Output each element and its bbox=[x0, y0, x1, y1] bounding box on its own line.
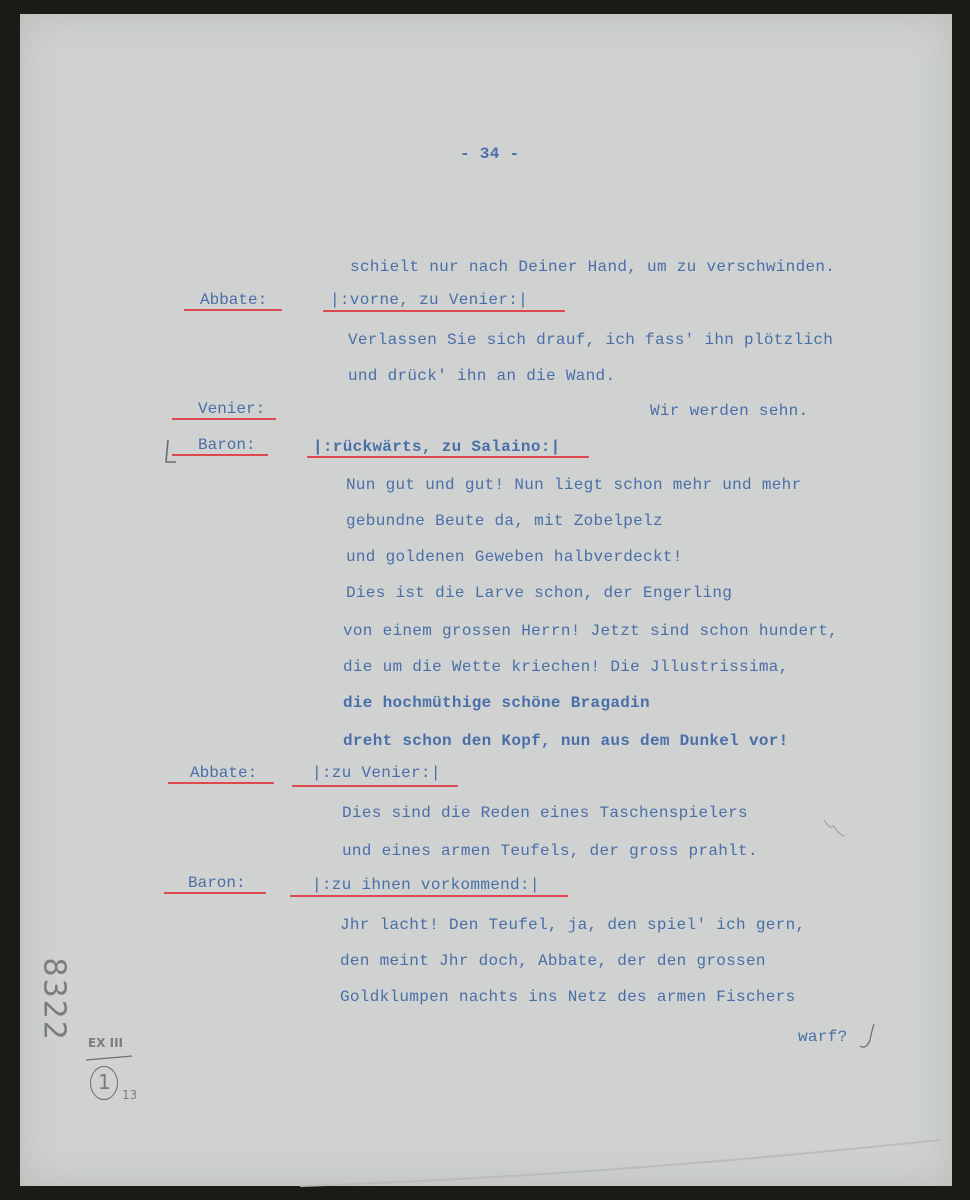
text-line: von einem grossen Herrn! Jetzt sind schon hundert, bbox=[343, 622, 839, 640]
direction-underline bbox=[290, 895, 568, 897]
stage-direction: |:rückwärts, zu Salaino:| bbox=[313, 438, 561, 456]
pencil-check-mark bbox=[856, 1020, 880, 1054]
speaker-underline bbox=[172, 418, 276, 420]
text-line: dreht schon den Kopf, nun aus dem Dunkel vor! bbox=[343, 732, 789, 750]
stamp-code: EX III bbox=[88, 1036, 124, 1050]
speaker-underline bbox=[184, 309, 282, 311]
text-line: warf? bbox=[798, 1028, 848, 1046]
text-line: und drück' ihn an die Wand. bbox=[348, 367, 616, 385]
speaker-underline bbox=[168, 782, 274, 784]
page-number: - 34 - bbox=[460, 145, 520, 163]
speaker-name: Venier: bbox=[198, 400, 266, 418]
speaker-name: Abbate: bbox=[190, 764, 258, 782]
text-line: Jhr lacht! Den Teufel, ja, den spiel' ich gern, bbox=[340, 916, 806, 934]
text-line: Verlassen Sie sich drauf, ich fass' ihn plötzlich bbox=[348, 331, 834, 349]
margin-archive-number: 8322 bbox=[36, 957, 72, 1042]
text-line: die um die Wette kriechen! Die Jllustrissima, bbox=[343, 658, 789, 676]
pencil-check-mark bbox=[820, 812, 850, 842]
direction-underline bbox=[323, 310, 565, 312]
text-line: Wir werden sehn. bbox=[650, 402, 809, 420]
speaker-underline bbox=[164, 892, 266, 894]
text-line: Dies ist die Larve schon, der Engerling bbox=[346, 584, 733, 602]
stage-direction: |:vorne, zu Venier:| bbox=[330, 291, 529, 309]
stamp-underline bbox=[84, 1052, 144, 1066]
text-line: Nun gut und gut! Nun liegt schon mehr und mehr bbox=[346, 476, 802, 494]
pencil-bracket-mark bbox=[160, 436, 180, 468]
direction-underline bbox=[292, 785, 458, 787]
text-line: den meint Jhr doch, Abbate, der den grossen bbox=[340, 952, 766, 970]
stage-direction: |:zu Venier:| bbox=[312, 764, 441, 782]
speaker-underline bbox=[172, 454, 268, 456]
small-page-number: 13 bbox=[122, 1088, 138, 1102]
text-line: und goldenen Geweben halbverdeckt! bbox=[346, 548, 683, 566]
speaker-name: Baron: bbox=[198, 436, 256, 454]
text-line: Dies sind die Reden eines Taschenspielers bbox=[342, 804, 748, 822]
text-line: und eines armen Teufels, der gross prahlt. bbox=[342, 842, 758, 860]
text-line: schielt nur nach Deiner Hand, um zu verschwinden. bbox=[350, 258, 836, 276]
text-line: gebundne Beute da, mit Zobelpelz bbox=[346, 512, 663, 530]
direction-underline bbox=[307, 456, 589, 458]
speaker-name: Abbate: bbox=[200, 291, 268, 309]
speaker-name: Baron: bbox=[188, 874, 246, 892]
text-line: Goldklumpen nachts ins Netz des armen Fischers bbox=[340, 988, 796, 1006]
paper-crease bbox=[300, 1130, 950, 1190]
stage-direction: |:zu ihnen vorkommend:| bbox=[312, 876, 540, 894]
circled-number: 1 bbox=[98, 1070, 111, 1094]
text-line: die hochmüthige schöne Bragadin bbox=[343, 694, 650, 712]
